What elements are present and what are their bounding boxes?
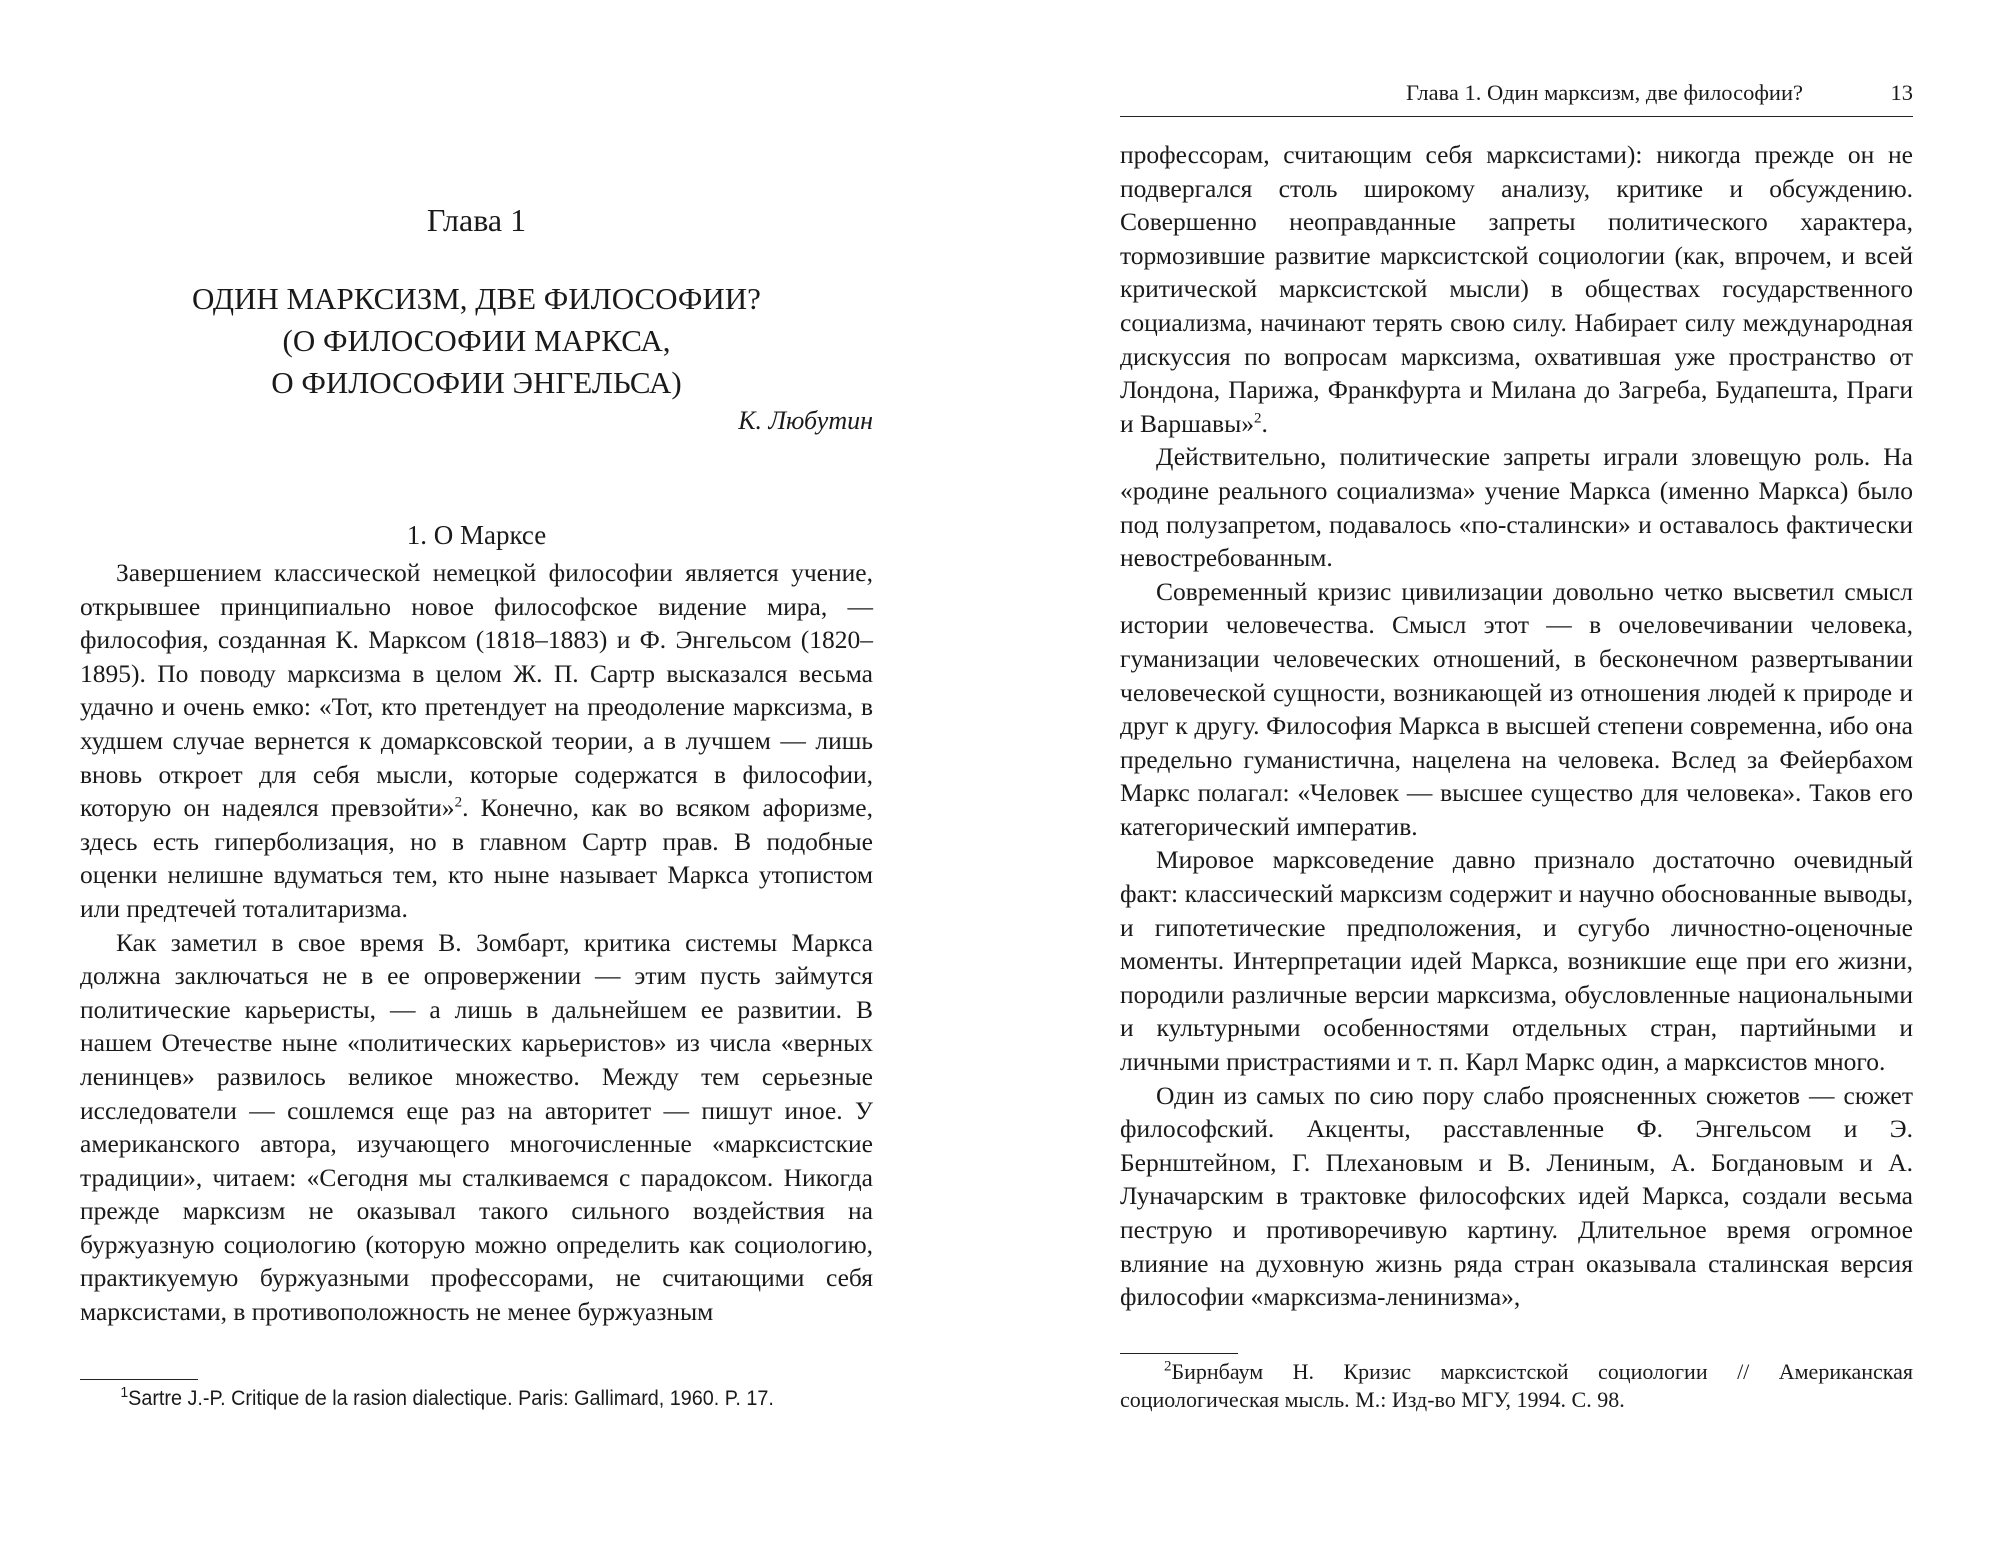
paragraph-text: профессорам, считающим себя марксистами): никогда прежде он не подвергался столь широкому анализу, критике и обсуждению. Совершенно неоправданные запреты политического характера, тормозившие развитие марксистской социологии (как, впрочем, и всей критической марксистской мысли) в обществах государственного социализма, начинают терять свою силу. Набирает силу международная дискуссия по вопросам марксизма, охватившая уже пространство от Лондона, Парижа, Франкфурта и Милана до Загреба, Будапешта, Праги и Варшавы» [1120,140,1913,438]
chapter-label: Глава 1 [426,202,527,238]
footnote-divider [1120,1353,1238,1354]
footnote-text: Бирнбаум Н. Кризис марксистской социологии // Американская социологическая мысль. М.: Изд-во МГУ, 1994. С. 98. [1120,1359,1913,1412]
chapter-title-line: О ФИЛОСОФИИ ЭНГЕЛЬСА) [271,365,682,400]
footnote-divider [80,1379,198,1380]
chapter-title-line: ОДИН МАРКСИЗМ, ДВЕ ФИЛОСОФИИ? [192,281,761,316]
running-head [1120,78,1913,108]
right-body-text [1120,138,1913,1314]
paragraph: Действительно, политические запреты играли зловещую роль. На «родине реального социализма» учение Маркса (именно Маркса) было под полузапретом, подавалось «по-сталински» и оставалось фактически невостребованным. [1120,442,1913,573]
section-title: 1. О Марксе [406,520,547,550]
paragraph: Один из самых по сию пору слабо проясненных сюжетов — сюжет философский. Акценты, расставленные Ф. Энгельсом и Э. Бернштейном, Г. Плехановым и В. Лениным, А. Богдановым и А. Луначарским в трактовке философских идей Маркса, создали весьма пеструю и противоречивую картину. Длительное время огромное влияние на духовную жизнь ряда стран оказывала сталинская версия философии «марксизма-ленинизма», [1120,1080,1913,1312]
paragraph-text: Завершением классической немецкой философии является учение, открывшее принципиально новое философское видение мира, — философия, созданная К. Марксом (1818–1883) и Ф. Энгельсом (1820–1895). По поводу марксизма в целом Ж. П. Сартр высказался весьма удачно и очень емко: «Тот, кто претендует на преодоление марксизма, в худшем случае вернется к домарксовской теории, а в лучшем — лишь вновь откроет для себя мысли, которые содержатся в философии, которую он надеялся превзойти» [80,558,873,823]
paragraph-text: . Конечно, как во всяком афоризме, здесь есть гиперболизация, но в главном Сартр прав. В подобные оценки нелишне вдуматься тем, кто ныне называет Маркса утопистом или предтечей тоталитаризма. [80,793,873,923]
paragraph: Как заметил в свое время В. Зомбарт, критика системы Маркса должна заключаться не в ее опровержении — этим пусть займутся политические карьеристы, — а лишь в дальнейшем ее развитии. В нашем Отечестве ныне «политических карьеристов» из числа «верных ленинцев» развилось великое множество. Между тем серьезные исследователи — сошлемся еще раз на авторитет — пишут иное. У американского автора, изучающего многочисленные «марксистские традиции», читаем: «Сегодня мы сталкиваемся с парадоксом. Никогда прежде марксизм не оказывал такого сильного воздействия на буржуазную социологию (которую можно определить как социологию, практикуемую буржуазными профессорами, не считающими себя марксистами, в противоположность не менее буржуазным [80,927,873,1327]
footnote [80,1384,873,1412]
paragraph-text: . [1261,408,1268,438]
footnote-text: Sartre J.-P. Critique de la rasion dialectique. Paris: Gallimard, 1960. P. 17. [128,1386,774,1410]
footnote [1120,1358,1913,1414]
chapter-title-line: (О ФИЛОСОФИИ МАРКСА, [282,323,671,358]
footnote-reference: 2 [1253,410,1262,427]
running-title: Глава 1. Один марксизм, две философии? [1406,80,1803,105]
chapter-title [80,278,873,404]
paragraph: Современный кризис цивилизации довольно четко высветил смысл истории человечества. Смысл этот — в очеловечивании человека, гуманизации человеческих отношений, в бесконечном развертывании человеческой сущности, возникающей из отношения людей к природе и друг к другу. Философия Маркса в высшей степени современна, ибо она предельно гуманистична, нацелена на человека. Вслед за Фейербахом Маркс полагал: «Человек — высшее существо для человека». Таков его категорический императив. [1120,576,1913,841]
left-body-text [80,556,873,1329]
footnote-reference: 2 [454,794,463,811]
author-name: К. Любутин [738,406,873,435]
paragraph [1120,138,1913,440]
footnote-mark: 1 [120,1383,129,1401]
paragraph: Мировое марксоведение давно признало достаточно очевидный факт: классический марксизм содержит и научно обоснованные выводы, и гипотетические предположения, и сугубо личностно-оценочные моменты. Интерпретации идей Маркса, возникшие еще при его жизни, породили различные версии марксизма, обусловленные национальными и культурными особенностями отдельных стран, партийными и личными пристрастиями и т. п. Карл Маркс один, а марксистов много. [1120,845,1913,1077]
right-page [1000,0,2000,1553]
header-divider [1120,116,1913,117]
paragraph [80,556,873,926]
page-number: 13 [1890,80,1913,105]
footnote-mark: 2 [1164,1358,1172,1375]
